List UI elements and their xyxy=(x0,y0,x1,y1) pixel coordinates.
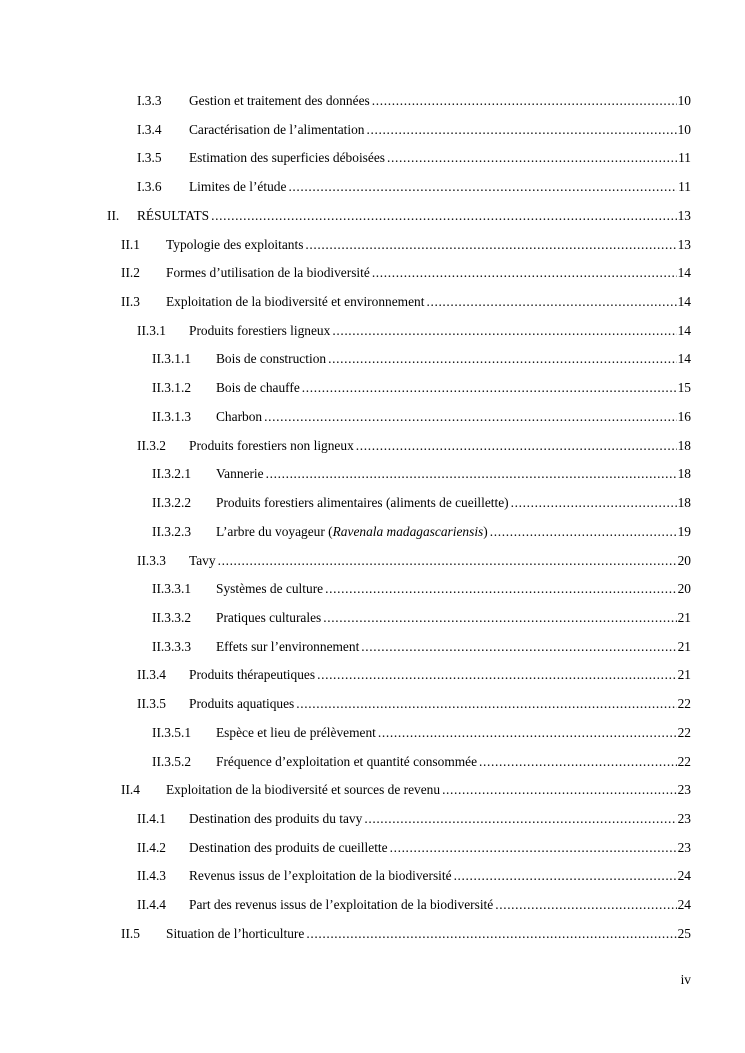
toc-entry-leader xyxy=(216,608,691,628)
toc-entry-title: Exploitation de la biodiversité et environnement xyxy=(166,294,425,310)
toc-entry-number: I.3.6 xyxy=(137,179,162,195)
toc-entry-title: Estimation des superficies déboisées xyxy=(189,150,385,166)
toc-entry-leader xyxy=(189,809,691,829)
toc-entry-title: Formes d’utilisation de la biodiversité xyxy=(166,265,370,281)
toc-entry-number: II. xyxy=(107,207,120,223)
toc-entry-number: II.4 xyxy=(121,782,140,798)
toc-entry-title: Produits forestiers non ligneux xyxy=(189,437,354,453)
toc-entry-page: 14 xyxy=(677,321,691,341)
toc-entry-number: II.5 xyxy=(121,925,140,941)
toc-entry-title-italic: Ravenala madagascariensis xyxy=(332,523,484,539)
toc-entry-title: Charbon xyxy=(216,408,263,424)
toc-entry[interactable] xyxy=(137,177,691,197)
toc-entry-title: Destination des produits de cueillette xyxy=(189,839,388,855)
toc-entry-leader xyxy=(216,522,691,542)
toc-entry[interactable] xyxy=(152,407,691,427)
toc-entry[interactable] xyxy=(121,292,691,312)
toc-entry-title: Espèce et lieu de prélèvement xyxy=(216,724,376,740)
toc-entry-page: 15 xyxy=(677,378,691,398)
toc-entry-leader xyxy=(189,436,691,456)
toc-entry-page: 10 xyxy=(677,91,691,111)
toc-entry-leader xyxy=(189,120,691,140)
toc-entry-page: 22 xyxy=(677,694,691,714)
toc-entry-leader xyxy=(189,91,691,111)
toc-entry-title-part: L’arbre du voyageur ( xyxy=(216,523,333,539)
toc-entry-page: 24 xyxy=(677,866,691,886)
toc-entry-page: 20 xyxy=(677,579,691,599)
toc-entry-page: 18 xyxy=(677,464,691,484)
toc-entry-number: II.4.4 xyxy=(137,897,167,913)
toc-entry[interactable] xyxy=(121,235,691,255)
toc-entry-page: 22 xyxy=(677,723,691,743)
toc-entry-page: 20 xyxy=(677,551,691,571)
toc-entry[interactable] xyxy=(137,91,691,111)
toc-entry-page: 24 xyxy=(677,895,691,915)
toc-entry[interactable] xyxy=(137,895,691,915)
toc-entry-title: Part des revenus issus de l’exploitation de la biodiversité xyxy=(189,897,494,913)
toc-entry[interactable] xyxy=(137,551,691,571)
toc-entry[interactable] xyxy=(137,809,691,829)
toc-entry-page: 14 xyxy=(677,263,691,283)
toc-entry-number: II.3.3.3 xyxy=(152,638,192,654)
toc-entry-leader xyxy=(189,551,691,571)
toc-entry-number: I.3.4 xyxy=(137,121,162,137)
toc-entry-leader xyxy=(216,723,691,743)
toc-entry-number: II.3.1.3 xyxy=(152,408,192,424)
toc-entry-page: 16 xyxy=(677,407,691,427)
toc-entry-page: 23 xyxy=(677,809,691,829)
toc-entry-number: II.4.1 xyxy=(137,811,167,826)
toc-entry-page: 10 xyxy=(677,120,691,140)
toc-entry-leader xyxy=(189,838,691,858)
toc-entry-title: Fréquence d’exploitation et quantité consommée xyxy=(216,753,478,769)
toc-entry-leader xyxy=(216,407,691,427)
toc-entry-number: II.4.2 xyxy=(137,839,167,855)
toc-entry-number: II.3.3.2 xyxy=(152,609,192,625)
toc-entry-number: II.3.1.1 xyxy=(152,351,192,367)
toc-entry[interactable] xyxy=(137,838,691,858)
toc-entry-number: II.3.4 xyxy=(137,667,167,683)
toc-entry[interactable] xyxy=(107,206,691,226)
toc-entry-title: Effets sur l’environnement xyxy=(216,638,360,654)
toc-entry-page: 23 xyxy=(677,838,691,858)
toc-entry-leader xyxy=(216,752,691,772)
toc-entry-title: Situation de l’horticulture xyxy=(166,925,305,941)
toc-entry-leader xyxy=(189,694,691,714)
toc-entry[interactable] xyxy=(137,694,691,714)
toc-entry-number: II.3.2.2 xyxy=(152,495,192,511)
toc-entry[interactable] xyxy=(121,263,691,283)
toc-entry-title: Pratiques culturales xyxy=(216,609,322,625)
toc-entry-page: 25 xyxy=(677,924,691,944)
toc-entry[interactable] xyxy=(152,522,691,542)
toc-entry-leader xyxy=(166,235,691,255)
toc-entry-page: 21 xyxy=(677,608,691,628)
toc-entry-page: 21 xyxy=(677,665,691,685)
toc-entry-page: 18 xyxy=(677,493,691,513)
toc-entry-title: Typologie des exploitants xyxy=(166,236,304,252)
toc-entry-title: Revenus issus de l’exploitation de la biodiversité xyxy=(189,868,452,884)
toc-entry-leader xyxy=(189,148,691,168)
toc-entry-leader xyxy=(216,464,691,484)
toc-entry-title: Produits thérapeutiques xyxy=(189,667,316,683)
toc-entry-title: Bois de chauffe xyxy=(216,380,300,396)
toc-entry[interactable] xyxy=(137,120,691,140)
toc-entry[interactable] xyxy=(137,148,691,168)
toc-entry-number: II.4.3 xyxy=(137,868,167,884)
toc-entry-page: 21 xyxy=(677,637,691,657)
toc-entry[interactable] xyxy=(152,464,691,484)
toc-entry-title: Tavy xyxy=(189,552,216,568)
toc-entry-number: II.3.2.1 xyxy=(152,466,192,482)
toc-entry[interactable] xyxy=(137,321,691,341)
toc-entry-number: II.3.2.3 xyxy=(152,523,192,539)
toc-entry-number: II.3 xyxy=(121,294,140,310)
toc-entry-page: 23 xyxy=(677,780,691,800)
toc-entry-number: II.3.1.2 xyxy=(152,380,192,396)
toc-entry-leader xyxy=(216,579,691,599)
toc-entry-number: I.3.3 xyxy=(137,93,162,108)
toc-entry-title: Destination des produits du tavy xyxy=(189,811,363,826)
toc-entry-title: Produits aquatiques xyxy=(189,696,295,712)
toc-entry-title: Vannerie xyxy=(216,466,264,482)
toc-entry[interactable] xyxy=(152,493,691,513)
toc-entry[interactable] xyxy=(152,637,691,657)
toc-entry[interactable] xyxy=(137,665,691,685)
toc-entry-page: 13 xyxy=(677,235,691,255)
toc-entry-number: II.3.3 xyxy=(137,552,167,568)
toc-entry-number: II.3.3.1 xyxy=(152,581,192,597)
toc-entry-number: II.3.2 xyxy=(137,437,167,453)
toc-entry-leader xyxy=(137,206,691,226)
toc-entry-title: Produits forestiers alimentaires (aliments de cueillette) xyxy=(216,495,509,511)
toc-entry[interactable] xyxy=(137,436,691,456)
toc-entry-leader xyxy=(216,493,691,513)
toc-entry-page: 11 xyxy=(677,177,691,197)
toc-entry-leader xyxy=(189,665,691,685)
toc-entry-leader xyxy=(189,895,691,915)
toc-entry-leader xyxy=(166,292,691,312)
toc-entry-number: II.3.5 xyxy=(137,696,167,712)
toc-entry-title: Systèmes de culture xyxy=(216,581,324,597)
toc-entry[interactable] xyxy=(121,924,691,944)
toc-entry-leader xyxy=(166,780,691,800)
toc-entry-number: II.3.1 xyxy=(137,322,167,338)
toc-entry-title: Produits forestiers ligneux xyxy=(189,322,331,338)
toc-entry[interactable] xyxy=(152,608,691,628)
toc-entry-title: Limites de l’étude xyxy=(189,179,287,195)
toc-entry-number: II.1 xyxy=(121,236,140,252)
toc-entry-page: 18 xyxy=(677,436,691,456)
toc-entry-page: 22 xyxy=(677,752,691,772)
toc-entry-title: Caractérisation de l’alimentation xyxy=(189,121,365,137)
toc-entry[interactable] xyxy=(152,378,691,398)
toc-entry-title: RÉSULTATS xyxy=(137,207,210,223)
toc-entry-number: II.3.5.2 xyxy=(152,753,192,769)
toc-entry[interactable] xyxy=(121,780,691,800)
toc-entry-number: I.3.5 xyxy=(137,150,162,166)
toc-entry-title-part: ) xyxy=(483,523,488,539)
toc-entry[interactable] xyxy=(152,752,691,772)
toc-entry-title xyxy=(216,524,488,539)
toc-entry-leader xyxy=(189,866,691,886)
toc-entry-page: 14 xyxy=(677,349,691,369)
toc-entry-page: 11 xyxy=(677,148,691,168)
toc-entry-leader xyxy=(166,924,691,944)
toc-entry-page: 13 xyxy=(677,206,691,226)
toc-entry-title: Bois de construction xyxy=(216,351,327,367)
toc-entry-leader xyxy=(189,321,691,341)
toc-entry-number: II.2 xyxy=(121,265,140,281)
toc-entry-title: Exploitation de la biodiversité et sources de revenu xyxy=(166,782,441,798)
toc-entry-leader xyxy=(189,177,691,197)
toc-entry-title: Gestion et traitement des données xyxy=(189,93,370,108)
toc-entry-leader xyxy=(216,637,691,657)
toc-entry[interactable] xyxy=(152,723,691,743)
toc-entry-page: 14 xyxy=(677,292,691,312)
toc-entry[interactable] xyxy=(152,579,691,599)
toc-entry[interactable] xyxy=(152,349,691,369)
toc-entry-leader xyxy=(166,263,691,283)
toc-entry[interactable] xyxy=(137,866,691,886)
toc-entry-number: II.3.5.1 xyxy=(152,724,192,740)
toc-entry-page: 19 xyxy=(677,522,691,542)
toc-entry-leader xyxy=(216,349,691,369)
toc-entry-leader xyxy=(216,378,691,398)
page-number: iv xyxy=(680,972,691,987)
